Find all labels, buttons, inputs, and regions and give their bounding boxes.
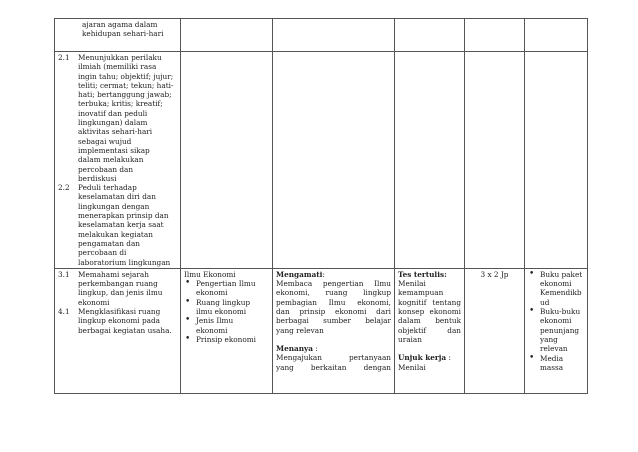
menanya-heading: Menanya :	[276, 343, 318, 353]
tes-line: kognitif tentang	[398, 297, 461, 307]
kd-line: berbagai kegiatan usaha.	[78, 325, 172, 335]
kd-line: berdiskusi	[78, 173, 117, 183]
materi-item	[184, 298, 269, 317]
kd-line: lingkup, dan jenis ilmu	[78, 288, 163, 298]
unjuk-text	[398, 363, 461, 372]
penilaian-cell	[395, 268, 465, 393]
kd-text	[78, 53, 177, 183]
materi-item-line: • Jenis Ilmu	[196, 316, 234, 326]
sumber-item-line: massa	[540, 362, 564, 372]
mengamati-line: berbagai sumber belajar	[276, 316, 391, 326]
kd-line: Menunjukkan perilaku	[78, 53, 162, 62]
sumber-item	[528, 270, 584, 307]
sumber-item-line: yang	[540, 334, 558, 344]
menanya-line: Mengajukan pertanyaan	[276, 353, 391, 363]
sumber-item-line: penunjang	[540, 325, 580, 335]
tes-line: objektif dan	[398, 325, 461, 335]
kd-text	[78, 307, 177, 335]
alokasi-cell	[465, 52, 525, 269]
kd-line: laboratorium lingkungan	[78, 257, 171, 267]
kd-line: ilmiah (memiliki rasa	[78, 62, 157, 72]
kd-item	[58, 307, 177, 335]
penilaian-cell	[395, 52, 465, 269]
kd-line: Mengklasifikasi ruang	[78, 307, 161, 317]
materi-list	[184, 279, 269, 344]
sumber-item-line: • Buku paket	[540, 269, 583, 279]
kd-item	[58, 183, 177, 267]
kd-line: ekonomi	[78, 297, 110, 307]
sumber-item-line: relevan	[540, 344, 568, 354]
kd-line: hati; bertanggung jawab;	[78, 90, 172, 100]
kd-line: percobaan dan	[78, 164, 134, 174]
tes-line: Menilai	[398, 279, 426, 289]
sumber-item-line: ekonomi	[540, 316, 572, 326]
tes-text	[398, 279, 461, 298]
materi-item-line: • Ruang lingkup	[196, 297, 251, 307]
pembelajaran-cell	[273, 52, 395, 269]
kd-line: implementasi sikap	[78, 145, 150, 155]
sumber-cell	[525, 19, 588, 52]
mengamati-heading: Mengamati:	[276, 269, 325, 279]
materi-item-line: • Pengertian Ilmu	[196, 279, 256, 289]
table-row	[55, 19, 588, 52]
kd-line: Peduli terhadap	[78, 183, 137, 193]
tes-line: kemampuan	[398, 288, 444, 298]
tes-heading: Tes tertulis:	[398, 269, 447, 279]
kd-number: 4.1	[58, 307, 70, 317]
kd-line: menerapkan prinsip dan	[78, 211, 169, 221]
alokasi-waktu: 3 x 2 Jp	[480, 269, 509, 279]
materi-cell	[181, 19, 273, 52]
sumber-list	[528, 270, 584, 372]
kd-number: 3.1	[58, 269, 70, 279]
kd-line: keselamatan diri dan	[78, 192, 156, 202]
materi-item	[184, 335, 269, 344]
mengamati-last: yang relevan	[276, 325, 324, 335]
kd-number: 2.2	[58, 183, 70, 193]
kd-line: Memahami sejarah	[78, 269, 149, 279]
kd-line: inovatif dan peduli	[78, 108, 148, 118]
penilaian-cell	[395, 19, 465, 52]
kd-line: lingkup ekonomi pada	[78, 316, 160, 326]
kd-line: sebagai wujud	[78, 136, 132, 146]
kd-line: aktivitas sehari-hari	[78, 127, 153, 137]
materi-title: Ilmu Ekonomi	[184, 269, 236, 279]
kd-line: keselamatan kerja saat	[78, 220, 164, 230]
kd-text	[78, 183, 177, 267]
kd-number: 2.1	[58, 53, 70, 62]
mengamati-line: Membaca pengertian Ilmu	[276, 279, 391, 289]
unjuk-line: Menilai	[398, 362, 426, 372]
tes-line: konsep ekonomi	[398, 307, 461, 317]
menanya-text	[276, 353, 391, 372]
sumber-item	[528, 354, 584, 373]
kd-line: melakukan kegiatan	[78, 229, 153, 239]
kd-cell: ajaran agama dalam kehidupan sehari-hari	[55, 19, 181, 52]
mengamati-line: pembagian Ilmu ekonomi,	[276, 297, 391, 307]
sumber-item-line: ud	[540, 297, 550, 307]
kd-line: percobaan di	[78, 248, 127, 258]
materi-item-line: ilmu ekonomi	[196, 307, 247, 317]
materi-item	[184, 316, 269, 335]
table-row	[55, 268, 588, 393]
sumber-cell	[525, 52, 588, 269]
kd-line: lingkungan dengan	[78, 201, 150, 211]
syllabus-table	[54, 18, 588, 394]
tes-last: uraian	[398, 334, 422, 344]
sumber-item-line: ekonomi	[540, 279, 572, 289]
alokasi-cell	[465, 19, 525, 52]
menanya-line: yang berkaitan dengan	[276, 362, 391, 372]
sumber-item-line: • Buku-buku	[540, 307, 581, 317]
sumber-item-line: Kemendikb	[540, 288, 582, 298]
unjuk-heading: Unjuk kerja :	[398, 353, 451, 363]
kd-line: ingin tahu; objektif; jujur;	[78, 71, 174, 81]
kd-line: dalam melakukan	[78, 155, 144, 165]
kd-cell	[55, 52, 181, 269]
materi-item-line: ekonomi	[196, 288, 228, 298]
kd-line: lingkungan) dalam	[78, 118, 148, 128]
sumber-item	[528, 307, 584, 353]
kd-text	[78, 270, 177, 307]
mengamati-text	[276, 279, 391, 325]
sumber-cell	[525, 268, 588, 393]
materi-cell	[181, 268, 273, 393]
materi-cell	[181, 52, 273, 269]
materi-item	[184, 279, 269, 298]
kd-item	[58, 53, 177, 183]
sumber-item-line: • Media	[540, 353, 564, 363]
mengamati-line: ekonomi, ruang lingkup	[276, 288, 391, 298]
tes-line: dalam bentuk	[398, 316, 461, 326]
mengamati-line: dan prinsip ekonomi dari	[276, 307, 391, 317]
pembelajaran-cell	[273, 268, 395, 393]
kd-line: teliti; cermat; tekun; hati-	[78, 80, 174, 90]
kd-line: terbuka; kritis; kreatif;	[78, 99, 163, 109]
tes-justified-text	[398, 298, 461, 335]
alokasi-cell	[465, 268, 525, 393]
materi-item-line: • Prinsip ekonomi	[196, 334, 256, 344]
kd-line: pengamatan dan	[78, 238, 141, 248]
table-row	[55, 52, 588, 269]
kd-line: perkembangan ruang	[78, 279, 158, 289]
kd-item	[58, 270, 177, 307]
kd-cell	[55, 268, 181, 393]
materi-item-line: ekonomi	[196, 325, 228, 335]
pembelajaran-cell	[273, 19, 395, 52]
